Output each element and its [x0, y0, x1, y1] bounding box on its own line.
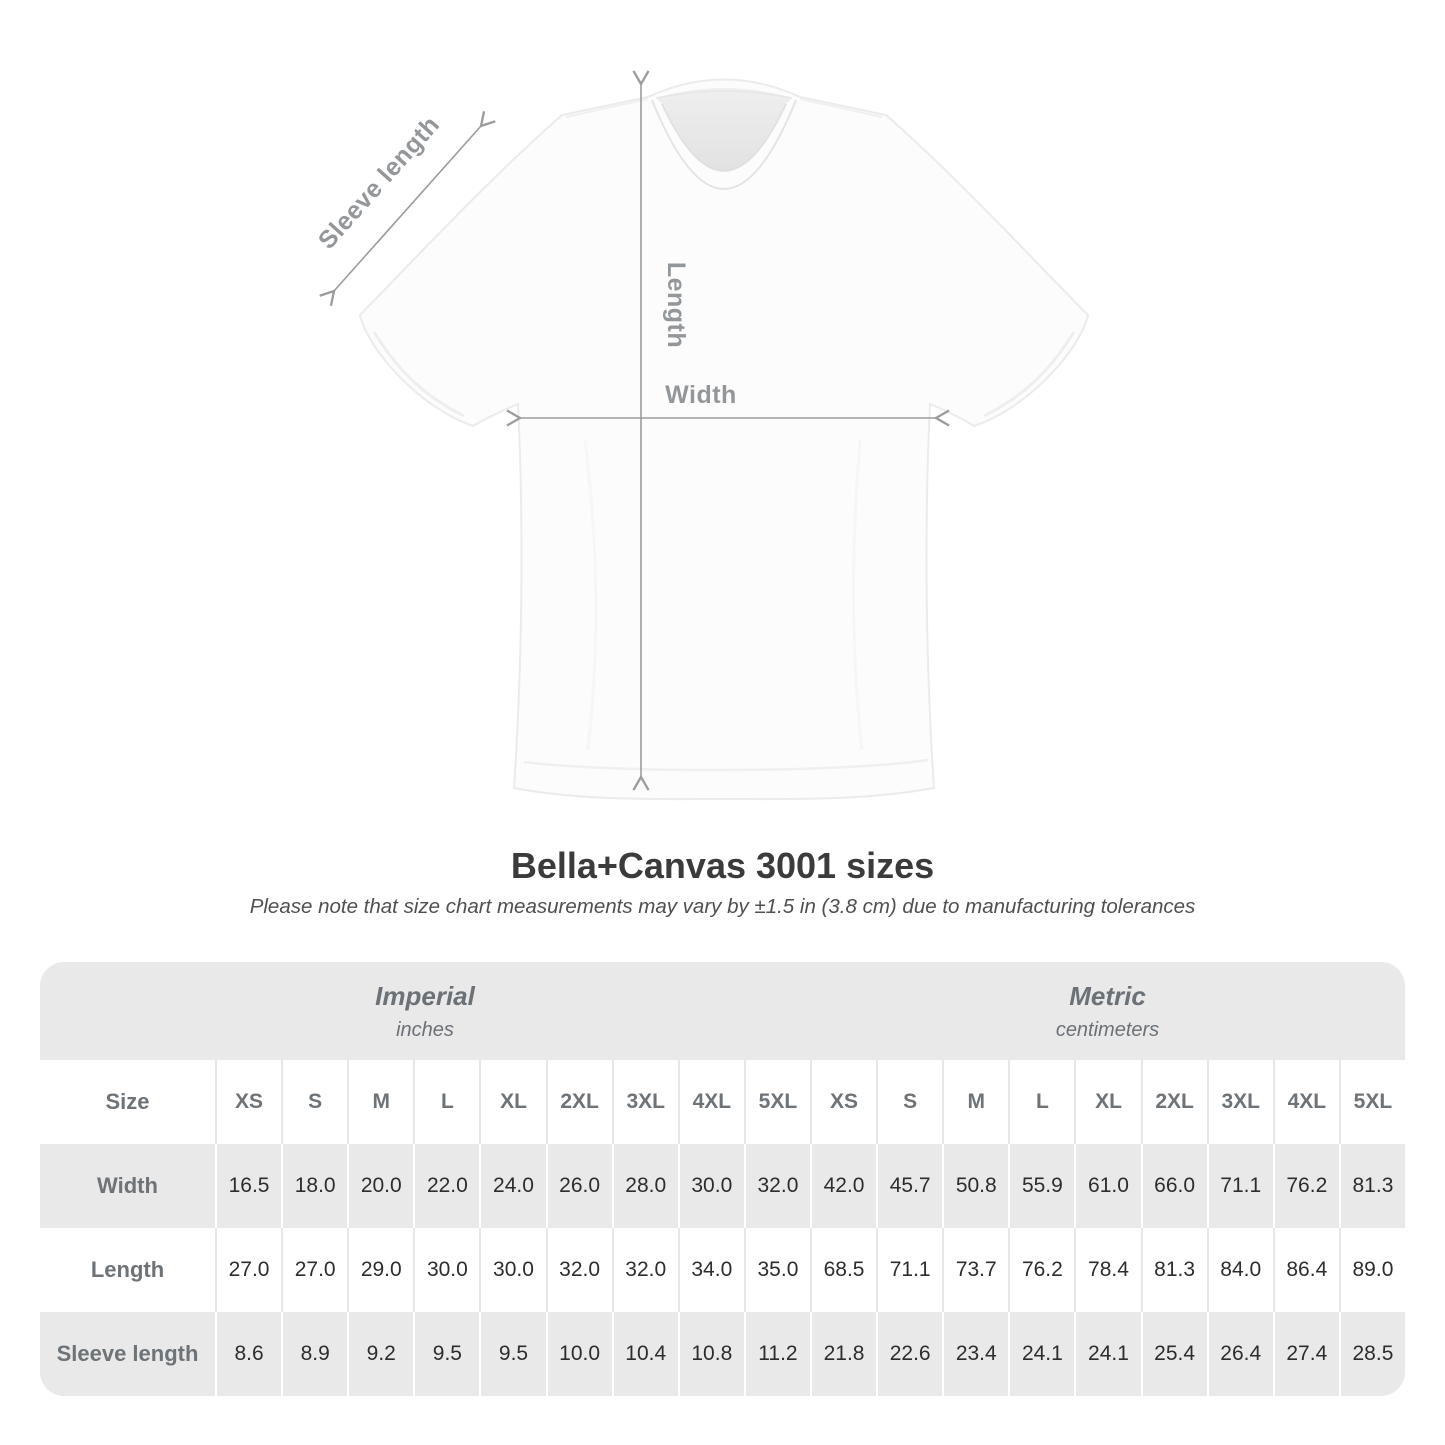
- value-cell-imperial: 32.0: [546, 1228, 612, 1312]
- value-cell-metric: 66.0: [1141, 1144, 1207, 1228]
- value-cell-metric: 61.0: [1074, 1144, 1140, 1228]
- row-label: Width: [40, 1144, 215, 1228]
- value-cell-metric: 55.9: [1008, 1144, 1074, 1228]
- value-cell-metric: 78.4: [1074, 1228, 1140, 1312]
- row-label: Sleeve length: [40, 1312, 215, 1396]
- value-cell-imperial: 26.0: [546, 1144, 612, 1228]
- value-cell-metric: 24.1: [1008, 1312, 1074, 1396]
- size-header-imperial-L: L: [413, 1060, 479, 1144]
- size-header-imperial-5XL: 5XL: [744, 1060, 810, 1144]
- value-cell-metric: 28.5: [1339, 1312, 1405, 1396]
- value-cell-metric: 23.4: [942, 1312, 1008, 1396]
- value-cell-metric: 68.5: [810, 1228, 876, 1312]
- value-cell-imperial: 9.2: [347, 1312, 413, 1396]
- metric-group-title: Metric: [1069, 980, 1146, 1011]
- value-cell-imperial: 28.0: [612, 1144, 678, 1228]
- value-cell-imperial: 30.0: [678, 1144, 744, 1228]
- value-cell-metric: 42.0: [810, 1144, 876, 1228]
- value-cell-metric: 89.0: [1339, 1228, 1405, 1312]
- value-cell-imperial: 34.0: [678, 1228, 744, 1312]
- size-header-imperial-XS: XS: [215, 1060, 281, 1144]
- value-cell-metric: 25.4: [1141, 1312, 1207, 1396]
- value-cell-imperial: 11.2: [744, 1312, 810, 1396]
- value-cell-imperial: 27.0: [281, 1228, 347, 1312]
- value-cell-imperial: 10.0: [546, 1312, 612, 1396]
- tolerance-note: Please note that size chart measurements may vary by ±1.5 in (3.8 cm) due to manufacturing tolerances: [249, 895, 1196, 918]
- value-cell-imperial: 20.0: [347, 1144, 413, 1228]
- size-header-imperial-S: S: [281, 1060, 347, 1144]
- value-cell-imperial: 8.6: [215, 1312, 281, 1396]
- value-cell-metric: 81.3: [1141, 1228, 1207, 1312]
- size-header-imperial-XL: XL: [479, 1060, 545, 1144]
- value-cell-metric: 73.7: [942, 1228, 1008, 1312]
- value-cell-imperial: 16.5: [215, 1144, 281, 1228]
- value-cell-metric: 86.4: [1273, 1228, 1339, 1312]
- size-header-metric-5XL: 5XL: [1339, 1060, 1405, 1144]
- size-header-metric-4XL: 4XL: [1273, 1060, 1339, 1144]
- row-label: Length: [40, 1228, 215, 1312]
- metric-group-header: [810, 962, 1405, 1060]
- size-header-metric-S: S: [876, 1060, 942, 1144]
- imperial-group-title: Imperial: [375, 980, 475, 1011]
- value-cell-metric: 24.1: [1074, 1312, 1140, 1396]
- value-cell-imperial: 18.0: [281, 1144, 347, 1228]
- length-arrow-label: Length: [662, 261, 690, 349]
- value-cell-imperial: 9.5: [413, 1312, 479, 1396]
- size-header-metric-XS: XS: [810, 1060, 876, 1144]
- size-header-metric-2XL: 2XL: [1141, 1060, 1207, 1144]
- value-cell-metric: 71.1: [876, 1228, 942, 1312]
- size-header-imperial-3XL: 3XL: [612, 1060, 678, 1144]
- value-cell-imperial: 30.0: [479, 1228, 545, 1312]
- page-title: Bella+Canvas 3001 sizes: [510, 845, 935, 886]
- width-arrow-label: Width: [665, 381, 737, 409]
- table-group-header-row: [40, 962, 1405, 1060]
- value-cell-imperial: 10.4: [612, 1312, 678, 1396]
- imperial-group-header: [40, 962, 810, 1060]
- value-cell-metric: 45.7: [876, 1144, 942, 1228]
- value-cell-metric: 71.1: [1207, 1144, 1273, 1228]
- size-header-imperial-4XL: 4XL: [678, 1060, 744, 1144]
- value-cell-imperial: 27.0: [215, 1228, 281, 1312]
- size-grid: [40, 1060, 1405, 1396]
- value-cell-metric: 50.8: [942, 1144, 1008, 1228]
- value-cell-imperial: 8.9: [281, 1312, 347, 1396]
- tshirt-graphic: [360, 80, 1088, 800]
- value-cell-imperial: 24.0: [479, 1144, 545, 1228]
- value-cell-imperial: 10.8: [678, 1312, 744, 1396]
- value-cell-metric: 81.3: [1339, 1144, 1405, 1228]
- value-cell-imperial: 32.0: [744, 1144, 810, 1228]
- size-header-metric-M: M: [942, 1060, 1008, 1144]
- size-table: [40, 962, 1405, 1396]
- value-cell-imperial: 29.0: [347, 1228, 413, 1312]
- value-cell-metric: 21.8: [810, 1312, 876, 1396]
- size-header-metric-3XL: 3XL: [1207, 1060, 1273, 1144]
- value-cell-metric: 84.0: [1207, 1228, 1273, 1312]
- size-header-metric-L: L: [1008, 1060, 1074, 1144]
- value-cell-imperial: 30.0: [413, 1228, 479, 1312]
- value-cell-metric: 76.2: [1008, 1228, 1074, 1312]
- size-header-imperial-M: M: [347, 1060, 413, 1144]
- value-cell-metric: 27.4: [1273, 1312, 1339, 1396]
- value-cell-imperial: 35.0: [744, 1228, 810, 1312]
- value-cell-imperial: 22.0: [413, 1144, 479, 1228]
- imperial-group-subtitle: inches: [396, 1018, 454, 1041]
- size-column-header: Size: [40, 1060, 215, 1144]
- value-cell-imperial: 32.0: [612, 1228, 678, 1312]
- metric-group-subtitle: centimeters: [1055, 1018, 1160, 1041]
- size-header-metric-XL: XL: [1074, 1060, 1140, 1144]
- value-cell-metric: 22.6: [876, 1312, 942, 1396]
- tshirt-body: [360, 80, 1088, 800]
- value-cell-metric: 76.2: [1273, 1144, 1339, 1228]
- sleeve-length-arrow-label: Sleeve length: [312, 110, 446, 255]
- value-cell-imperial: 9.5: [479, 1312, 545, 1396]
- value-cell-metric: 26.4: [1207, 1312, 1273, 1396]
- size-header-imperial-2XL: 2XL: [546, 1060, 612, 1144]
